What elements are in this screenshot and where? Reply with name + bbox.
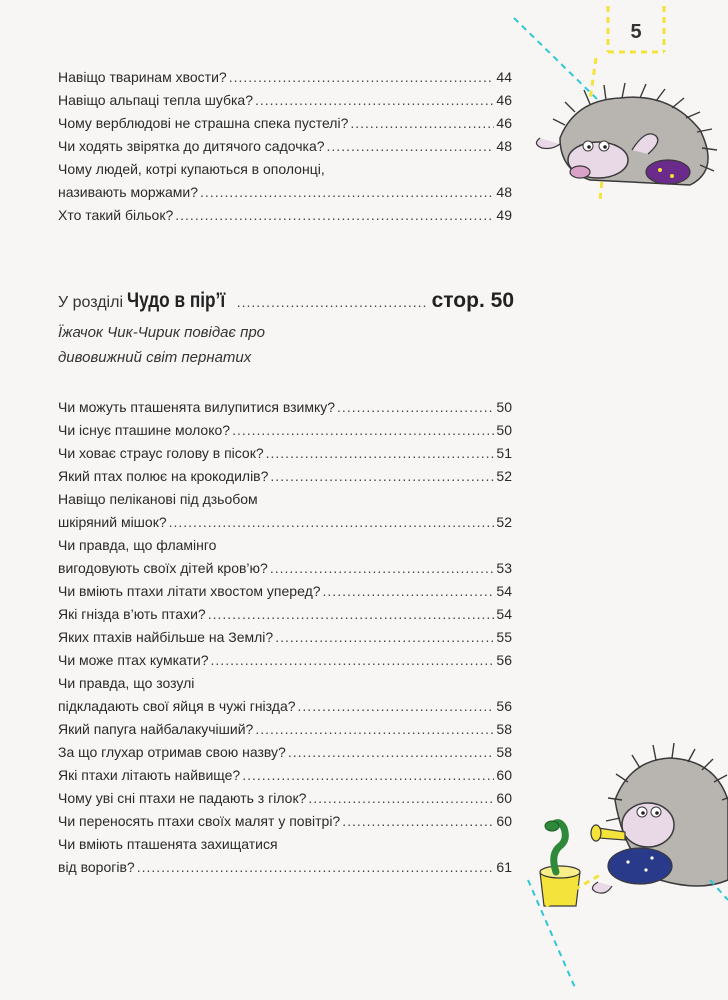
toc-entry-line xyxy=(58,626,512,649)
dot-leader xyxy=(169,511,495,534)
entry-page: 48 xyxy=(496,184,512,200)
dot-leader xyxy=(137,856,495,879)
dot-leader xyxy=(237,294,428,310)
dot-leader xyxy=(229,66,495,89)
entry-title: Яких птахів найбільше на Землі? xyxy=(58,629,274,645)
dot-leader xyxy=(255,89,494,112)
toc-entry-line xyxy=(58,764,512,787)
toc-entry-line xyxy=(58,89,512,112)
entry-title: Навіщо пеліканові під дзьобом xyxy=(58,491,258,507)
toc-entry-line xyxy=(58,396,512,419)
section-heading xyxy=(58,289,514,313)
entry-page: 61 xyxy=(496,859,512,875)
dot-leader xyxy=(288,741,495,764)
entry-title: Який птах полює на крокодилів? xyxy=(58,468,269,484)
toc-entry-line xyxy=(58,511,512,534)
dot-leader xyxy=(270,557,495,580)
entry-title: Навіщо тваринам хвости? xyxy=(58,69,227,85)
dot-leader xyxy=(211,649,495,672)
entry-title: Чи може птах кумкати? xyxy=(58,652,209,668)
entry-title: Чому уві сні птахи не падають з гілок? xyxy=(58,790,307,806)
entry-page: 46 xyxy=(496,92,512,108)
entry-page: 52 xyxy=(496,514,512,530)
toc-entry-line xyxy=(58,465,512,488)
toc-entry-line xyxy=(58,856,512,879)
entry-page: 58 xyxy=(496,721,512,737)
entry-title: шкіряний мішок? xyxy=(58,514,167,530)
dot-leader xyxy=(255,718,494,741)
section-prefix: У розділі xyxy=(58,294,123,311)
toc-entry-line xyxy=(58,695,512,718)
entry-page: 56 xyxy=(496,698,512,714)
dot-leader xyxy=(266,442,495,465)
toc-entry-line xyxy=(58,112,512,135)
section-page: стор. 50 xyxy=(431,289,514,312)
toc-entry-line xyxy=(58,672,512,695)
entry-title: За що глухар отримав свою назву? xyxy=(58,744,286,760)
entry-title: Який папуга найбалакучіший? xyxy=(58,721,254,737)
dot-leader xyxy=(323,580,495,603)
toc-entry-line xyxy=(58,787,512,810)
entry-title: Хто такий більок? xyxy=(58,207,174,223)
entry-page: 58 xyxy=(496,744,512,760)
toc-entry-line xyxy=(58,135,512,158)
entry-title: Чому людей, котрі купаються в ополонці, xyxy=(58,161,325,177)
toc-entry-line xyxy=(58,649,512,672)
entry-title: підкладають свої яйця в чужі гнізда? xyxy=(58,698,296,714)
entry-page: 60 xyxy=(496,790,512,806)
entry-title: Чи можуть пташенята вилупитися взимку? xyxy=(58,399,336,415)
toc-entry-line xyxy=(58,66,512,89)
dot-leader xyxy=(327,135,495,158)
dot-leader xyxy=(208,603,495,626)
toc-entry-line xyxy=(58,534,512,557)
hedgehog-illustration-bottom xyxy=(528,743,728,990)
hedgehog-illustration-top xyxy=(536,83,717,185)
entry-page: 49 xyxy=(496,207,512,223)
toc-entry-line xyxy=(58,741,512,764)
entry-title: Чи ходять звірятка до дитячого садочка? xyxy=(58,138,325,154)
entry-page: 54 xyxy=(496,583,512,599)
dot-leader xyxy=(337,396,494,419)
toc-entry-line xyxy=(58,488,512,511)
entry-title: Чи правда, що зозулі xyxy=(58,675,195,691)
dot-leader xyxy=(232,419,494,442)
section-title: Чудо в пір’ї xyxy=(127,289,226,312)
dot-leader xyxy=(298,695,495,718)
entry-title: вигодовують своїх дітей кров’ю? xyxy=(58,560,268,576)
toc-list-bottom xyxy=(58,396,512,879)
dot-leader xyxy=(242,764,494,787)
entry-title: Чи правда, що фламінго xyxy=(58,537,217,553)
entry-page: 50 xyxy=(496,422,512,438)
toc-entry-line xyxy=(58,557,512,580)
entry-title: Чи ховає страус голову в пісок? xyxy=(58,445,264,461)
entry-page: 60 xyxy=(496,767,512,783)
toc-entry-line xyxy=(58,810,512,833)
toc-entry-line xyxy=(58,580,512,603)
subtitle-line: Їжачок Чик-Чирик повідає про xyxy=(58,324,266,341)
entry-page: 44 xyxy=(496,69,512,85)
toc-entry-line xyxy=(58,603,512,626)
entry-page: 48 xyxy=(496,138,512,154)
entry-title: Чому верблюдові не страшна спека пустелі? xyxy=(58,115,349,131)
section-subtitle xyxy=(58,320,358,370)
entry-title: називають моржами? xyxy=(58,184,199,200)
entry-page: 53 xyxy=(496,560,512,576)
entry-page: 51 xyxy=(496,445,512,461)
dot-leader xyxy=(342,810,494,833)
entry-page: 56 xyxy=(496,652,512,668)
entry-title: Навіщо альпаці тепла шубка? xyxy=(58,92,253,108)
dot-leader xyxy=(175,204,494,227)
toc-entry-line xyxy=(58,718,512,741)
toc-entry-line xyxy=(58,442,512,465)
entry-page: 60 xyxy=(496,813,512,829)
entry-title: від ворогів? xyxy=(58,859,135,875)
entry-page: 55 xyxy=(496,629,512,645)
entry-title: Чи існує пташине молоко? xyxy=(58,422,231,438)
toc-entry-line xyxy=(58,181,512,204)
toc-entry-line xyxy=(58,833,512,856)
toc-entry-line xyxy=(58,158,512,181)
entry-title: Які птахи літають найвище? xyxy=(58,767,241,783)
dot-leader xyxy=(270,465,494,488)
entry-page: 46 xyxy=(496,115,512,131)
dot-leader xyxy=(200,181,494,204)
subtitle-line: дивовижний світ пернатих xyxy=(58,349,252,366)
entry-page: 54 xyxy=(496,606,512,622)
entry-title: Які гнізда в’ють птахи? xyxy=(58,606,206,622)
toc-entry-line xyxy=(58,204,512,227)
dot-leader xyxy=(350,112,494,135)
entry-page: 50 xyxy=(496,399,512,415)
entry-title: Чи вміють пташенята захищатися xyxy=(58,836,278,852)
dot-leader xyxy=(308,787,494,810)
toc-list-top xyxy=(58,66,512,227)
dot-leader xyxy=(275,626,494,649)
page-number: 5 xyxy=(630,20,642,43)
entry-title: Чи вміють птахи літати хвостом уперед? xyxy=(58,583,321,599)
entry-page: 52 xyxy=(496,468,512,484)
toc-entry-line xyxy=(58,419,512,442)
entry-title: Чи переносять птахи своїх малят у повітрі? xyxy=(58,813,341,829)
